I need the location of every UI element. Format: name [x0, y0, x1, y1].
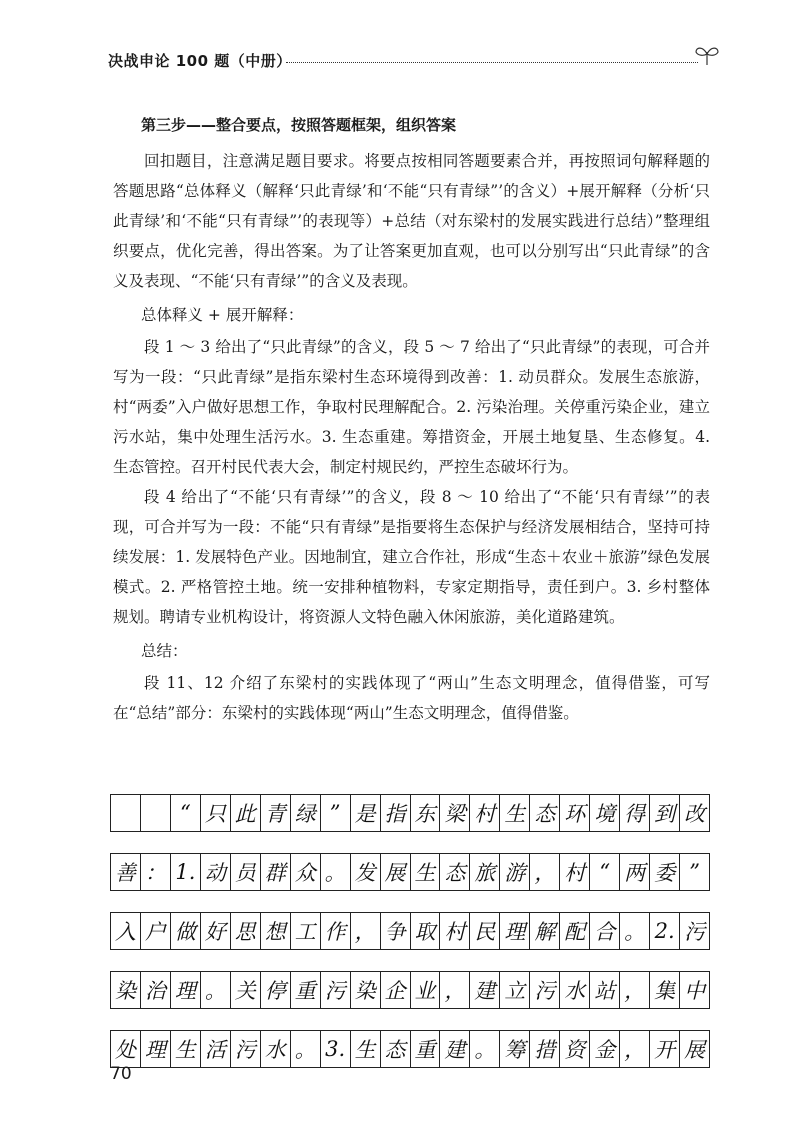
grid-row: [110, 794, 710, 832]
sprout-icon: [694, 44, 720, 66]
grid-cell: 1.: [171, 854, 201, 890]
grid-cell: 污: [530, 972, 560, 1008]
grid-cell: 生: [351, 1031, 381, 1067]
grid-cell: 理: [141, 1031, 171, 1067]
intro-paragraph: 回扣题目，注意满足题目要求。将要点按相同答题要素合并，再按照词句解释题的答题思路“总体释义（解释‘只此青绿’和‘不能“只有青绿”’的含义）+展开解释（分析‘只此青绿’和‘不能“只有青绿”’的表现等）+总结（对东梁村的发展实践进行总结）”整理组织要点，优化完善，得出答案。为了让答案更加直观，也可以分别写出“只此青绿”的含义及表现、“不能‘只有青绿’”的含义及表现。: [113, 152, 710, 290]
grid-cell: 重: [291, 972, 321, 1008]
grid-cell: ：: [141, 854, 171, 890]
answer-grid: [110, 794, 710, 1089]
grid-cell: 。: [620, 913, 650, 949]
grid-cell: 思: [231, 913, 261, 949]
grid-cell: 生: [411, 854, 441, 890]
grid-cell: 配: [560, 913, 590, 949]
grid-cell: 态: [530, 795, 560, 831]
step-heading: 第三步——整合要点，按照答题框架，组织答案: [141, 116, 457, 134]
grid-cell: 态: [440, 854, 470, 890]
grid-cell: “: [590, 854, 620, 890]
grid-cell: 措: [530, 1031, 560, 1067]
grid-cell: 想: [261, 913, 291, 949]
grid-cell: 发: [351, 854, 381, 890]
grid-row: [110, 1030, 710, 1068]
grid-cell: 。: [470, 1031, 500, 1067]
grid-cell: 善: [111, 854, 141, 890]
grid-cell: 理: [500, 913, 530, 949]
grid-cell: 众: [291, 854, 321, 890]
grid-cell: 取: [411, 913, 441, 949]
grid-cell: 集: [650, 972, 680, 1008]
book-title: 决战申论 100 题（中册）: [108, 52, 292, 70]
grid-cell: 村: [560, 854, 590, 890]
grid-cell: [111, 795, 141, 831]
grid-cell: 争: [381, 913, 411, 949]
grid-cell: 只: [201, 795, 231, 831]
grid-cell: 污: [321, 972, 351, 1008]
grid-cell: 。: [321, 854, 351, 890]
grid-cell: 青: [261, 795, 291, 831]
grid-cell: 环: [560, 795, 590, 831]
grid-cell: 处: [111, 1031, 141, 1067]
grid-cell: [141, 795, 171, 831]
grid-cell: 工: [291, 913, 321, 949]
grid-cell: 展: [381, 854, 411, 890]
grid-cell: 生: [171, 1031, 201, 1067]
grid-cell: 生: [500, 795, 530, 831]
grid-cell: 。: [291, 1031, 321, 1067]
grid-cell: 2.: [650, 913, 680, 949]
grid-cell: 站: [590, 972, 620, 1008]
grid-cell: 治: [141, 972, 171, 1008]
subhead-overall: 总体释义 + 展开解释：: [141, 306, 304, 324]
grid-cell: 作: [321, 913, 351, 949]
grid-cell: 梁: [440, 795, 470, 831]
subhead-summary: 总结：: [141, 642, 188, 660]
grid-cell: 民: [470, 913, 500, 949]
grid-cell: 染: [111, 972, 141, 1008]
page-number: 70: [110, 1064, 132, 1084]
paragraph-1: 段 1 ～ 3 给出了“只此青绿”的含义，段 5 ～ 7 给出了“只此青绿”的表现，可合并写为一段：“只此青绿”是指东梁村生态环境得到改善：1. 动员群众。发展生态旅游，村“两委”入户做好思想工作，争取村民理解配合。2. 污染治理。关停重污染企业，建立污水站，集中处理生活污水。3. 生态重建。筹措资金，开展土地复垦、生态修复。4. 生态管控。召开村民代表大会，制定村规民约，严控生态破坏行为。: [113, 338, 710, 476]
grid-cell: 水: [261, 1031, 291, 1067]
grid-cell: 旅: [470, 854, 500, 890]
grid-cell: 开: [650, 1031, 680, 1067]
grid-cell: 到: [650, 795, 680, 831]
grid-cell: 入: [111, 913, 141, 949]
header-divider: [286, 62, 698, 63]
main-content: [113, 110, 710, 728]
grid-cell: 好: [201, 913, 231, 949]
grid-cell: 做: [171, 913, 201, 949]
grid-row: [110, 853, 710, 891]
grid-cell: 游: [500, 854, 530, 890]
paragraph-3: 段 11、12 介绍了东梁村的实践体现了“两山”生态文明理念，值得借鉴，可写在“总结”部分：东梁村的实践体现“两山”生态文明理念，值得借鉴。: [113, 674, 710, 722]
grid-cell: ”: [321, 795, 351, 831]
grid-cell: 重: [411, 1031, 441, 1067]
grid-cell: 企: [381, 972, 411, 1008]
grid-cell: 停: [261, 972, 291, 1008]
grid-cell: 合: [590, 913, 620, 949]
grid-cell: 污: [680, 913, 710, 949]
page-header: [108, 44, 720, 80]
grid-cell: 员: [231, 854, 261, 890]
grid-cell: 改: [680, 795, 710, 831]
grid-cell: 理: [171, 972, 201, 1008]
grid-cell: ，: [530, 854, 560, 890]
grid-cell: 资: [560, 1031, 590, 1067]
grid-cell: 态: [381, 1031, 411, 1067]
grid-row: [110, 912, 710, 950]
grid-cell: 此: [231, 795, 261, 831]
grid-cell: 户: [141, 913, 171, 949]
grid-cell: 关: [231, 972, 261, 1008]
grid-cell: 绿: [291, 795, 321, 831]
grid-cell: 境: [590, 795, 620, 831]
grid-cell: ，: [440, 972, 470, 1008]
grid-cell: 3.: [321, 1031, 351, 1067]
grid-cell: 建: [440, 1031, 470, 1067]
grid-cell: 水: [560, 972, 590, 1008]
grid-cell: 。: [201, 972, 231, 1008]
grid-cell: 东: [411, 795, 441, 831]
grid-cell: 是: [351, 795, 381, 831]
grid-cell: 两: [620, 854, 650, 890]
grid-cell: ，: [620, 972, 650, 1008]
grid-cell: 指: [381, 795, 411, 831]
grid-cell: 解: [530, 913, 560, 949]
grid-cell: 污: [231, 1031, 261, 1067]
grid-cell: ，: [620, 1031, 650, 1067]
grid-cell: 得: [620, 795, 650, 831]
grid-row: [110, 971, 710, 1009]
grid-cell: 金: [590, 1031, 620, 1067]
grid-cell: 活: [201, 1031, 231, 1067]
grid-cell: 立: [500, 972, 530, 1008]
grid-cell: 群: [261, 854, 291, 890]
grid-cell: 委: [650, 854, 680, 890]
grid-cell: 村: [470, 795, 500, 831]
paragraph-2: 段 4 给出了“不能‘只有青绿’”的含义，段 8 ～ 10 给出了“不能‘只有青绿’”的表现，可合并写为一段：不能“只有青绿”是指要将生态保护与经济发展相结合，坚持可持续发展：1. 发展特色产业。因地制宜，建立合作社，形成“生态＋农业＋旅游”绿色发展模式。2. 严格管控土地。统一安排种植物料，专家定期指导，责任到户。3. 乡村整体规划。聘请专业机构设计，将资源人文特色融入休闲旅游，美化道路建筑。: [113, 488, 710, 626]
grid-cell: 建: [470, 972, 500, 1008]
grid-cell: 动: [201, 854, 231, 890]
grid-cell: ”: [680, 854, 710, 890]
grid-cell: 村: [440, 913, 470, 949]
grid-cell: 筹: [500, 1031, 530, 1067]
grid-cell: 中: [680, 972, 710, 1008]
grid-cell: “: [171, 795, 201, 831]
grid-cell: 展: [680, 1031, 710, 1067]
grid-cell: ，: [351, 913, 381, 949]
grid-cell: 业: [411, 972, 441, 1008]
grid-cell: 染: [351, 972, 381, 1008]
